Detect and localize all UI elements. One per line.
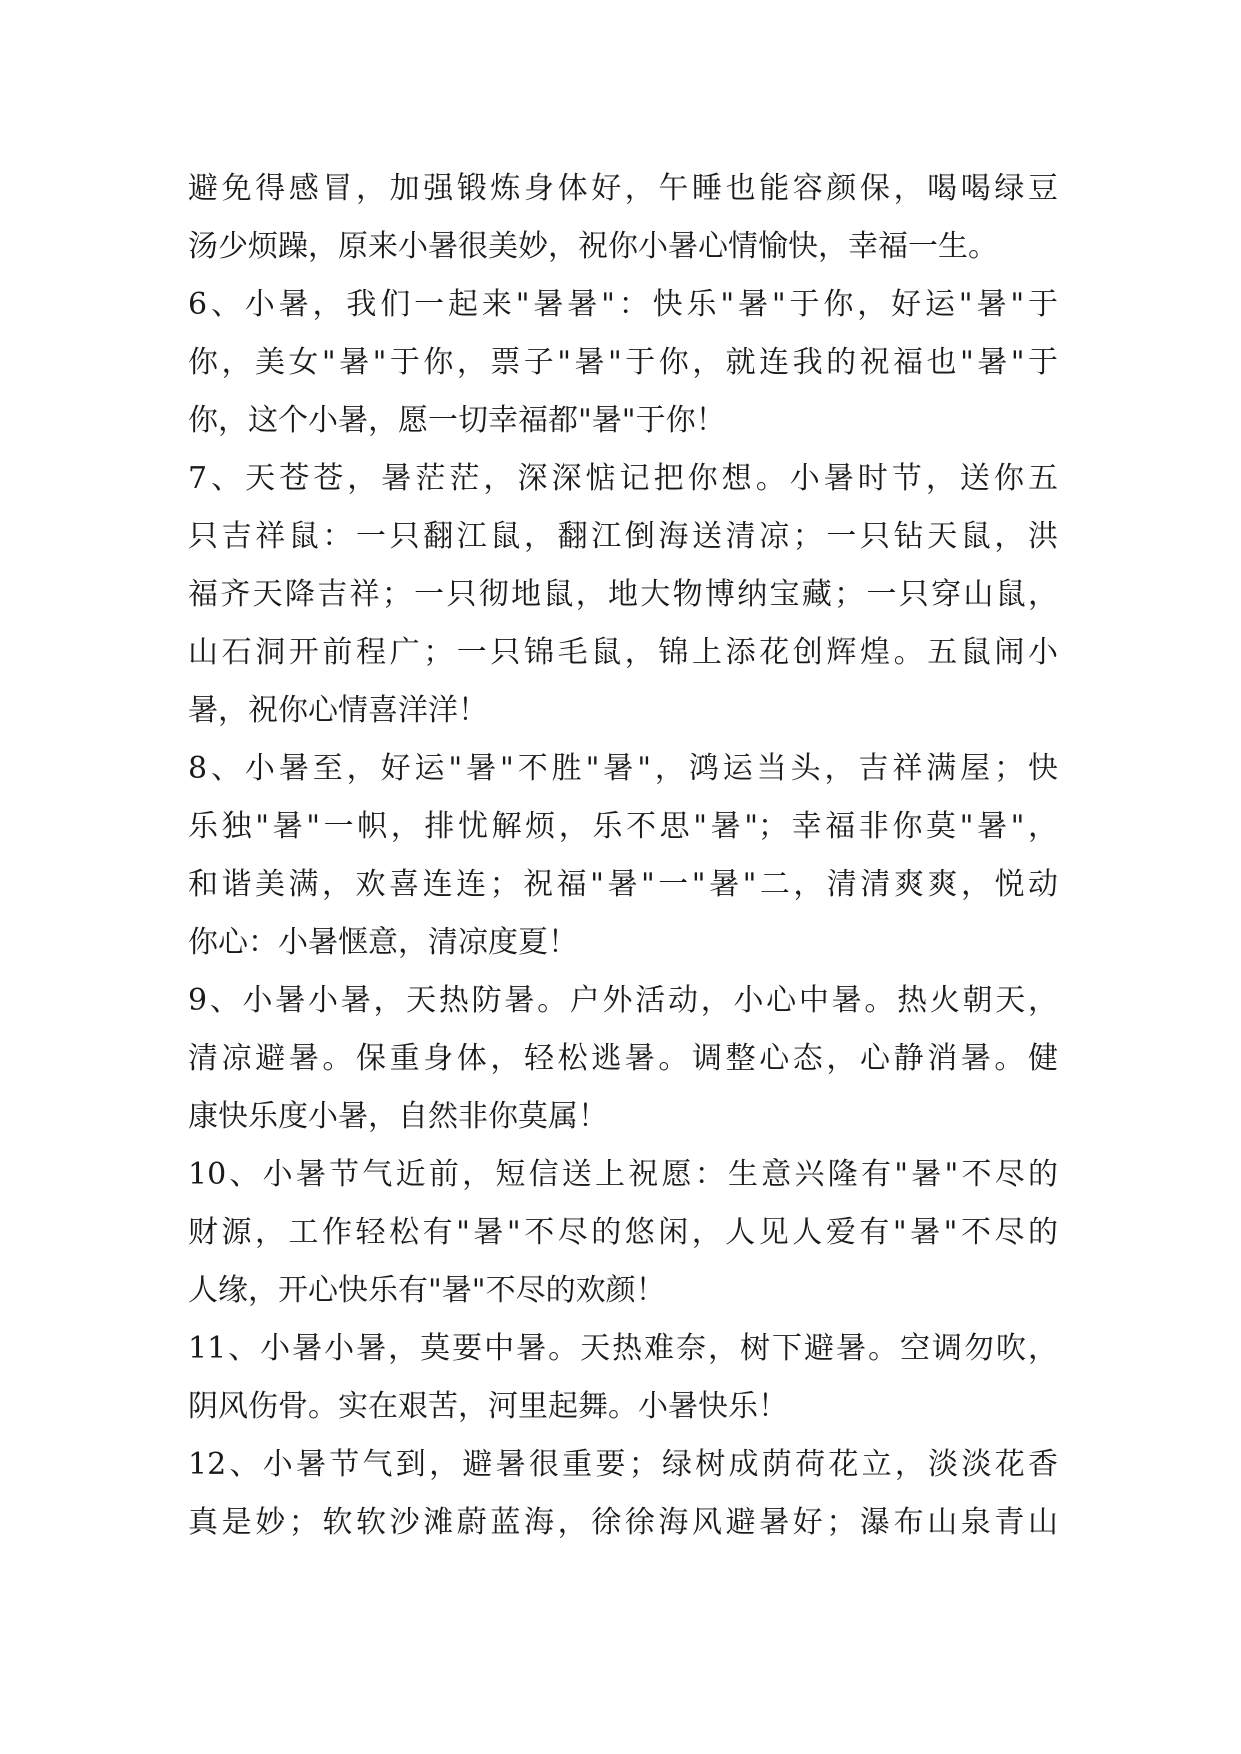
text-line: 财源，工作轻松有"暑"不尽的悠闲，人见人爱有"暑"不尽的 [188,1215,1058,1250]
text-line: 8、小暑至，好运"暑"不胜"暑"，鸿运当头，吉祥满屋；快 [188,751,1058,786]
text-line: 和谐美满，欢喜连连；祝福"暑"一"暑"二，清清爽爽，悦动 [188,867,1058,902]
text-line: 你心：小暑惬意，清凉度夏！ [188,925,578,960]
body-text [188,160,1058,1552]
text-line: 7、天苍苍，暑茫茫，深深惦记把你想。小暑时节，送你五 [188,461,1058,496]
text-line: 12、小暑节气到，避暑很重要；绿树成荫荷花立，淡淡花香 [188,1447,1058,1482]
text-line: 汤少烦躁，原来小暑很美妙，祝你小暑心情愉快，幸福一生。 [188,229,998,264]
text-line: 福齐天降吉祥；一只彻地鼠，地大物博纳宝藏；一只穿山鼠， [188,577,1058,612]
text-line: 10、小暑节气近前，短信送上祝愿：生意兴隆有"暑"不尽的 [188,1157,1058,1192]
text-line: 阴风伤骨。实在艰苦，河里起舞。小暑快乐！ [188,1389,788,1424]
text-line: 你，美女"暑"于你，票子"暑"于你，就连我的祝福也"暑"于 [188,345,1058,380]
text-line: 9、小暑小暑，天热防暑。户外活动，小心中暑。热火朝天， [188,983,1058,1018]
text-line: 乐独"暑"一帜，排忧解烦，乐不思"暑"；幸福非你莫"暑"， [188,809,1058,844]
text-line: 真是妙；软软沙滩蔚蓝海，徐徐海风避暑好；瀑布山泉青山 [188,1505,1058,1540]
text-line: 清凉避暑。保重身体，轻松逃暑。调整心态，心静消暑。健 [188,1041,1058,1076]
text-line: 暑，祝你心情喜洋洋！ [188,693,488,728]
text-line: 避免得感冒，加强锻炼身体好，午睡也能容颜保，喝喝绿豆 [188,171,1058,206]
text-line: 山石洞开前程广；一只锦毛鼠，锦上添花创辉煌。五鼠闹小 [188,635,1058,670]
text-line: 你，这个小暑，愿一切幸福都"暑"于你！ [188,403,726,438]
text-line: 只吉祥鼠：一只翻江鼠，翻江倒海送清凉；一只钻天鼠，洪 [188,519,1058,554]
text-line: 人缘，开心快乐有"暑"不尽的欢颜！ [188,1273,666,1308]
text-line: 6、小暑，我们一起来"暑暑"：快乐"暑"于你，好运"暑"于 [188,287,1058,322]
text-line: 康快乐度小暑，自然非你莫属！ [188,1099,608,1134]
text-line: 11、小暑小暑，莫要中暑。天热难奈，树下避暑。空调勿吹， [188,1331,1058,1366]
